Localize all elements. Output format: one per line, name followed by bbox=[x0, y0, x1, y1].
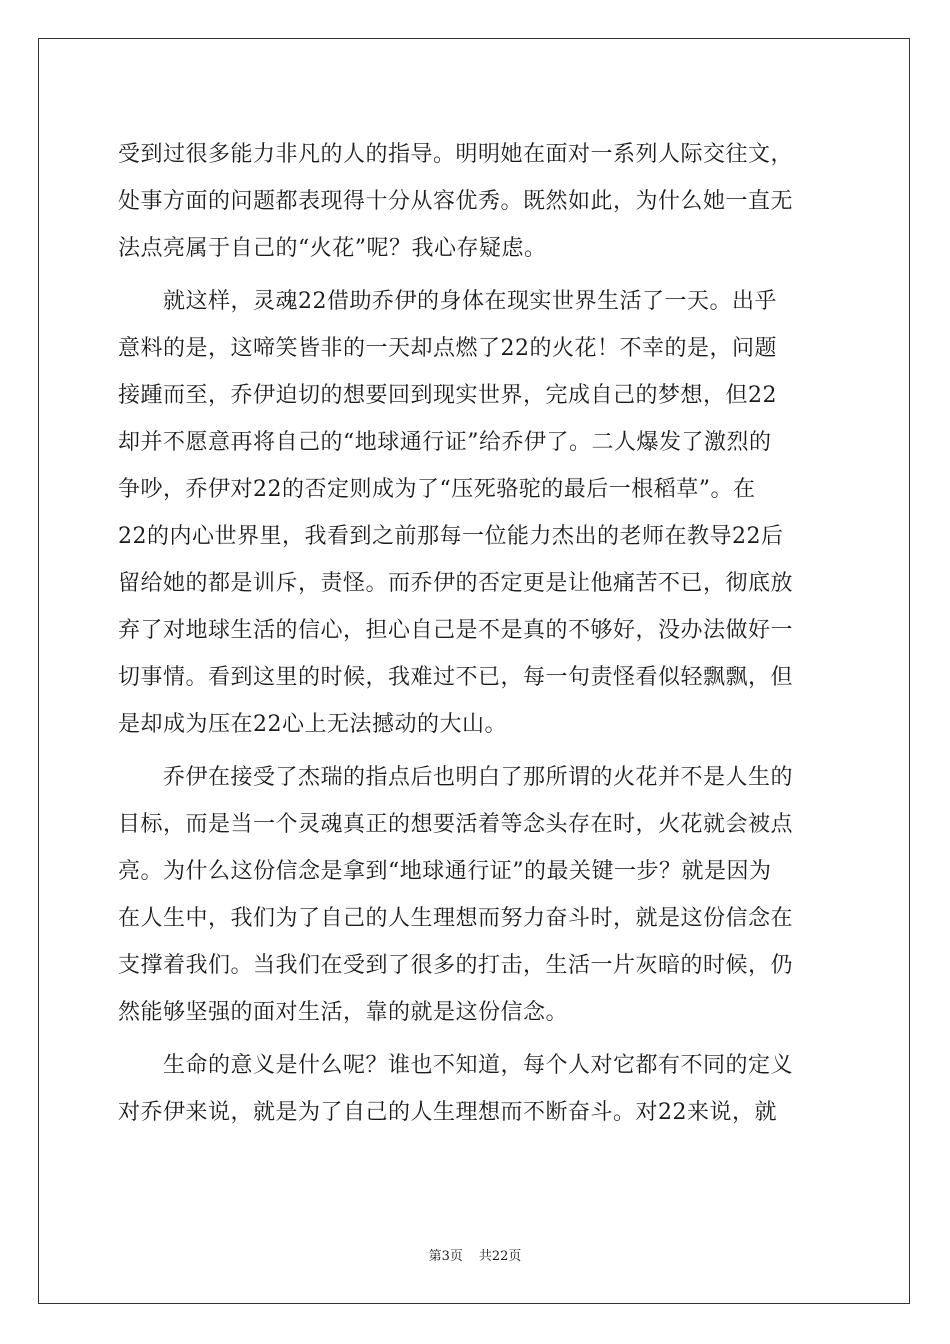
text-line: 乔伊在接受了杰瑞的指点后也明白了那所谓的火花并不是人生的 bbox=[118, 765, 794, 790]
page-footer bbox=[0, 1245, 950, 1264]
text-line: 意料的是，这啼笑皆非的一天却点燃了22的火花！不幸的是，问题 bbox=[118, 336, 777, 361]
page-number-current: 第3页 bbox=[428, 1249, 463, 1264]
text-line: 是却成为压在22心上无法撼动的大山。 bbox=[118, 712, 507, 737]
text-line: 对乔伊来说，就是为了自己的人生理想而不断奋斗。对22来说，就 bbox=[118, 1100, 777, 1125]
text-line: 弃了对地球生活的信心，担心自己是不是真的不够好，没办法做好一 bbox=[118, 618, 794, 643]
text-line: 22的内心世界里，我看到之前那每一位能力杰出的老师在教导22后 bbox=[118, 524, 784, 549]
text-line: 留给她的都是训斥，责怪。而乔伊的否定更是让他痛苦不已，彻底放 bbox=[118, 571, 794, 596]
text-line: 在人生中，我们为了自己的人生理想而努力奋斗时，就是这份信念在 bbox=[118, 906, 794, 931]
text-line: 支撑着我们。当我们在受到了很多的打击，生活一片灰暗的时候，仍 bbox=[118, 953, 794, 978]
text-line: 切事情。看到这里的时候，我难过不已，每一句责怪看似轻飘飘，但 bbox=[118, 665, 794, 690]
text-line: 亮。为什么这份信念是拿到“地球通行证”的最关键一步？就是因为 bbox=[118, 859, 772, 884]
document-body bbox=[118, 131, 833, 1136]
text-line: 目标，而是当一个灵魂真正的想要活着等念头存在时，火花就会被点 bbox=[118, 812, 794, 837]
text-line: 争吵，乔伊对22的否定则成为了“压死骆驼的最后一根稻草”。在 bbox=[118, 477, 756, 502]
text-line: 受到过很多能力非凡的人的指导。明明她在面对一系列人际交往文， bbox=[118, 142, 794, 167]
text-line: 然能够坚强的面对生活，靠的就是这份信念。 bbox=[118, 1000, 569, 1025]
text-line: 却并不愿意再将自己的“地球通行证”给乔伊了。二人爆发了激烈的 bbox=[118, 430, 772, 455]
text-line: 就这样，灵魂22借助乔伊的身体在现实世界生活了一天。出乎 bbox=[118, 289, 777, 314]
text-line: 处事方面的问题都表现得十分从容优秀。既然如此，为什么她一直无 bbox=[118, 189, 794, 214]
page-number-total: 共22页 bbox=[478, 1249, 522, 1264]
text-line: 法点亮属于自己的“火花”呢？我心存疑虑。 bbox=[118, 236, 547, 261]
text-line: 接踵而至，乔伊迫切的想要回到现实世界，完成自己的梦想，但22 bbox=[118, 383, 777, 408]
text-line: 生命的意义是什么呢？谁也不知道，每个人对它都有不同的定义 bbox=[118, 1053, 794, 1078]
